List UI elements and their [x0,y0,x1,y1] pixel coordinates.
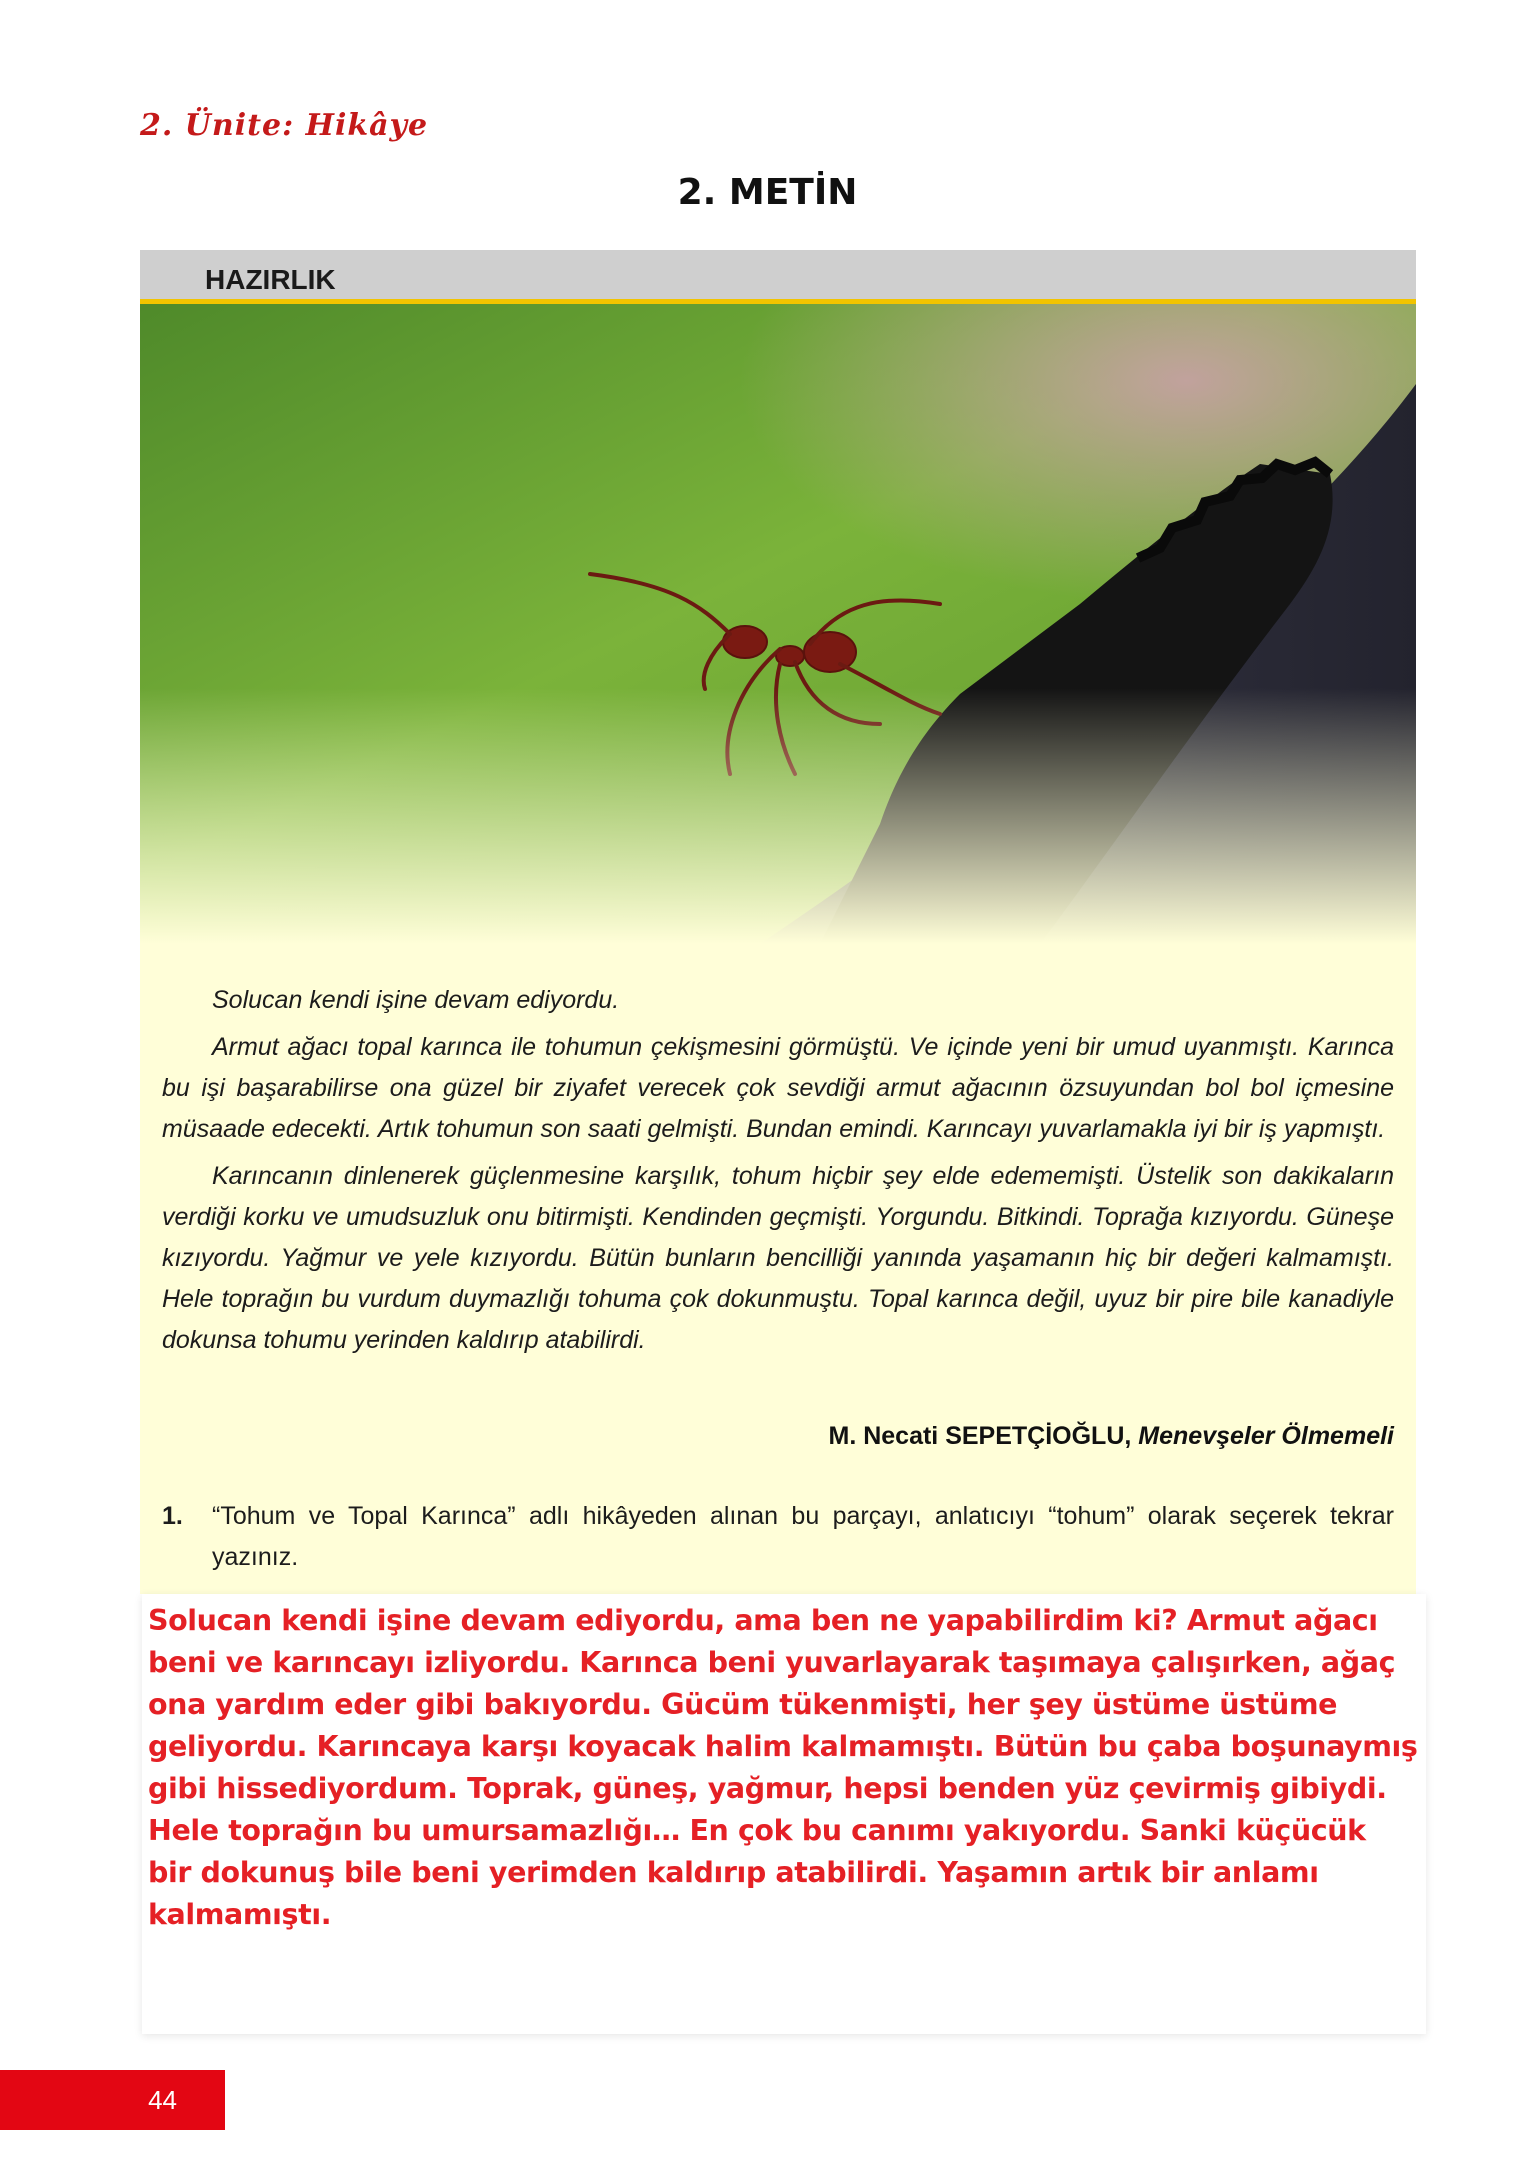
question [162,1496,1394,1578]
unit-header: 2. Ünite: Hikâye [140,108,429,143]
page-number: 44 [148,2085,177,2115]
answer-box[interactable] [142,1594,1426,2034]
section-label: HAZIRLIK [205,264,336,295]
passage-paragraph: Armut ağacı topal karınca ile tohumun çekişmesini görmüştü. Ve içinde yeni bir umud uyanmıştı. Karınca bu işi başarabilirse ona güzel bir ziyafet verecek çok sevdiği armut ağacının özsuyundan bol bol içmesine müsaade edecekti. Artık tohumun son saati gelmişti. Bundan emindi. Karıncayı yuvarlamakla iyi bir iş yapmıştı. [162,1033,1394,1143]
source-citation [829,1422,1395,1451]
passage [162,980,1394,1367]
question-text: “Tohum ve Topal Karınca” adlı hikâyeden alınan bu parçayı, anlatıcıyı “tohum” olarak seçerek tekrar yazınız. [212,1502,1394,1571]
passage-paragraph: Karıncanın dinlenerek güçlenmesine karşılık, tohum hiçbir şey elde edememişti. Üstelik son dakikaların verdiği korku ve umudsuzluk onu bitirmişti. Kendinden geçmişti. Yorgundu. Bitkindi. Toprağa kızıyordu. Güneşe kızıyordu. Yağmur ve yele kızıyordu. Bütün bunların bencilliği yanında yaşamanın hiç bir değeri kalmamıştı. Hele toprağın bu vurdum duymazlığı tohuma çok dokunmuştu. Topal karınca değil, uyuz bir pire bile kanadiyle dokunsa tohumu yerinden kaldırıp atabilirdi. [162,1162,1394,1354]
answer-text: Solucan kendi işine devam ediyordu, ama ben ne yapabilirdim ki? Armut ağacı beni ve karıncayı izliyordu. Karınca beni yuvarlayarak taşımaya çalışırken, ağaç ona yardım eder gibi bakıyordu. Gücüm tükenmişti, her şey üstüme üstüme geliyordu. Karıncaya karşı koyacak halim kalmamıştı. Bütün bu çaba boşunaymış gibi hissediyordum. Toprak, güneş, yağmur, hepsi benden yüz çevirmiş gibiydi. Hele toprağın bu umursamazlığı… En çok bu canımı yakıyordu. Sanki küçücük bir dokunuş bile beni yerimden kaldırıp atabilirdi. Yaşamın artık bir anlamı kalmamıştı. [148,1604,1418,1931]
reading-box [140,304,1416,1594]
question-number: 1. [162,1502,183,1530]
source-author: M. Necati SEPETÇİOĞLU, [828,1422,1132,1450]
ant-on-bark-photo [140,304,1416,944]
passage-paragraph: Solucan kendi işine devam ediyordu. [212,986,620,1014]
section-bar [140,250,1416,304]
text-title: 2. METİN [677,172,858,213]
source-work: Menevşeler Ölmemeli [1138,1422,1394,1450]
page-number-box [0,2070,225,2130]
